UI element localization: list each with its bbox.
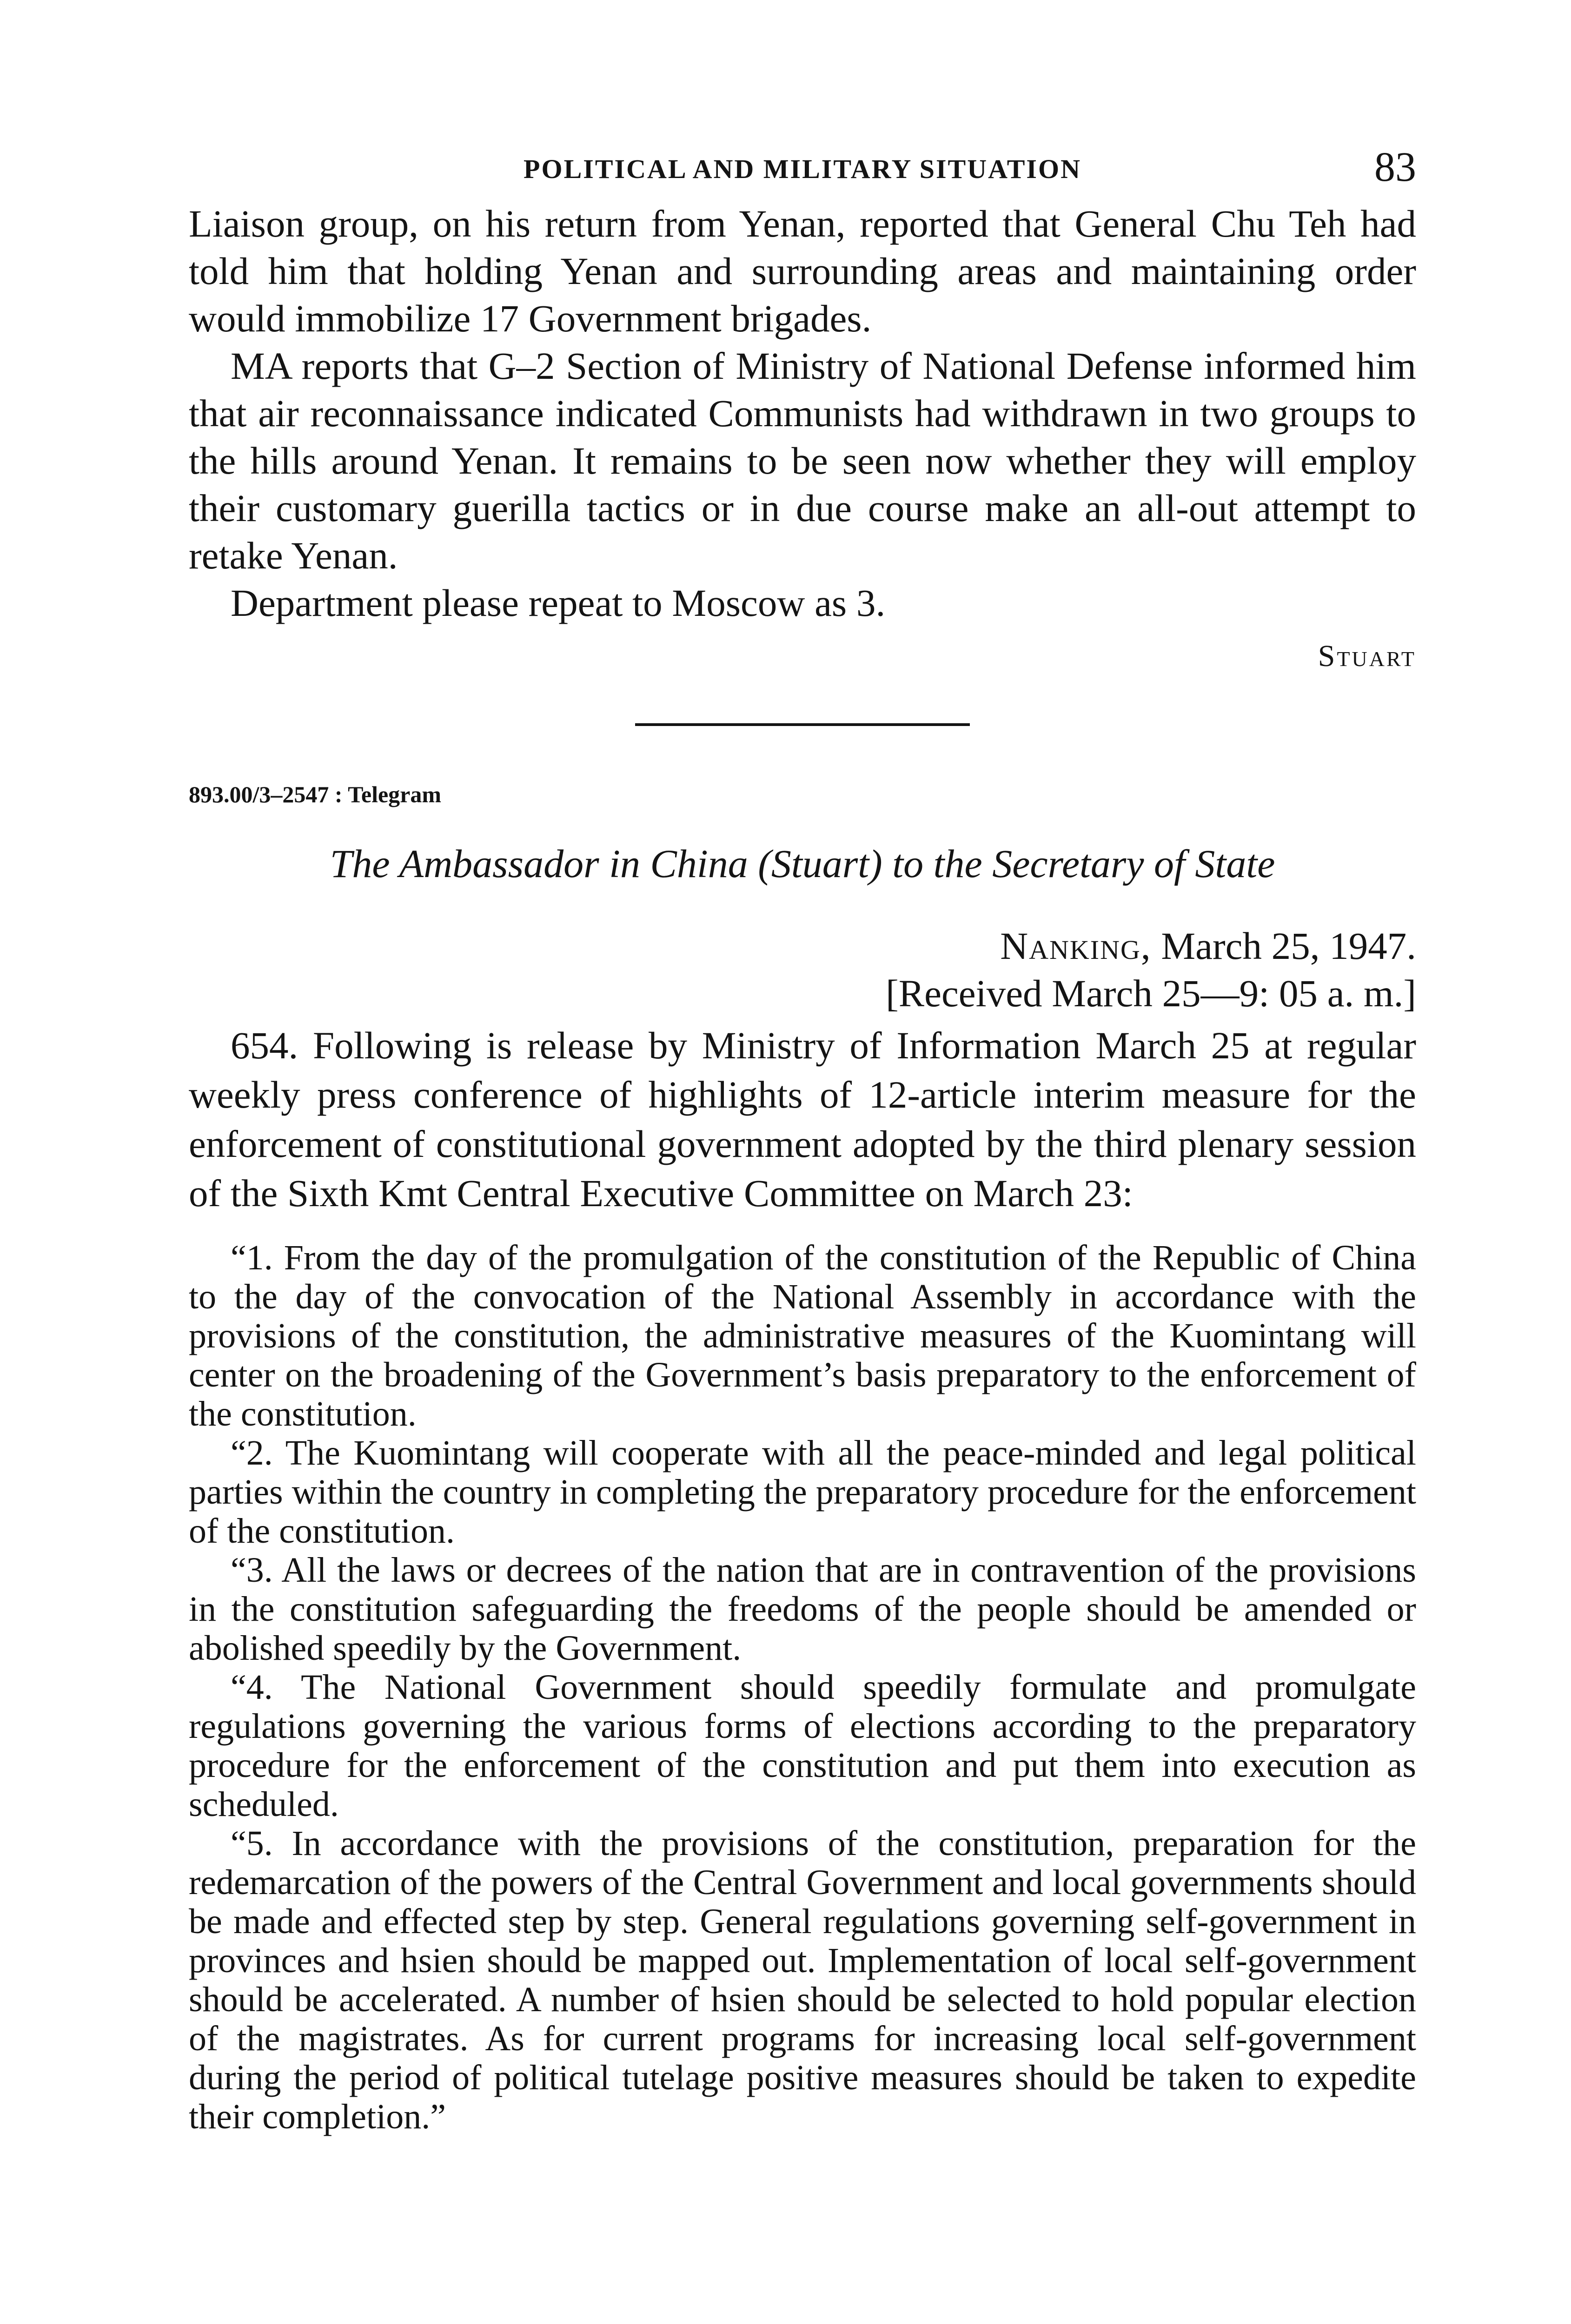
continuation-paragraph: Liaison group, on his return from Yenan, reported that General Chu Teh had told him that holding Yenan and surrounding areas and maintaining order would immobilize 17 Government brigades. — [189, 202, 1416, 340]
running-head — [189, 139, 1416, 200]
document-title: The Ambassador in China (Stuart) to the Secretary of State — [330, 841, 1275, 886]
article-3: “3. All the laws or decrees of the nation that are in contravention of the provisions in the constitution safeguarding the freedoms of the people should be amended or abolished speedily by the Government. — [189, 1551, 1416, 1668]
article-5: “5. In accordance with the provisions of the constitution, preparation for the redemarcation of the powers of the Central Government and local governments should be made and effected step by step. General regulations governing self-government in provinces and hsien should be mapped out. Implementation of local self-government should be accelerated. A number of hsien should be selected to hold popular election of the magistrates. As for current programs for increasing local self-government during the period of political tutelage positive measures should be taken to expedite their completion.” — [189, 1824, 1416, 2136]
file-reference: 893.00/3–2547 : Telegram — [189, 781, 442, 807]
signature: Stuart — [1318, 639, 1416, 673]
section-divider — [635, 723, 970, 726]
article-4: “4. The National Government should speedily formulate and promulgate regulations governing the various forms of elections according to the preparatory procedure for the enforcement of the constitution and put them into execution as scheduled. — [189, 1668, 1416, 1824]
article-1: “1. From the day of the promulgation of the constitution of the Republic of China to the day of the convocation of the National Assembly in accordance with the provisions of the constitution, the administrative measures of the Kuomintang will center on the broadening of the Government’s basis preparatory to the enforcement of the constitution. — [189, 1238, 1416, 1433]
running-title: POLITICAL AND MILITARY SITUATION — [524, 154, 1081, 184]
date: March 25, 1947. — [1161, 924, 1416, 967]
telegram-intro: 654. Following is release by Ministry of Information March 25 at regular weekly press conference of highlights of 12-article interim measure for the enforcement of constitutional government adopted by the third plenary session of the Sixth Kmt Central Executive Committee on March 23: — [189, 1024, 1416, 1215]
dateline — [189, 922, 1416, 1017]
body-paragraph: MA reports that G–2 Section of Ministry of National Defense informed him that air reconnaissance indicated Communists had withdrawn in two groups to the hills around Yenan. It remains to be seen now whether they will employ their customary guerilla tactics or in due course make an all-out attempt to retake Yenan. — [189, 344, 1416, 577]
received-line: [Received March 25—9: 05 a. m.] — [886, 972, 1416, 1015]
place: Nanking, — [1000, 924, 1152, 967]
article-2: “2. The Kuomintang will cooperate with all the peace-minded and legal political parties within the country in completing the preparatory procedure for the enforcement of the constitution. — [189, 1433, 1416, 1551]
place-date-line — [189, 922, 1416, 970]
page-number: 83 — [1374, 144, 1416, 190]
body-paragraph: Department please repeat to Moscow as 3. — [231, 581, 886, 624]
document-page — [189, 139, 1416, 2136]
